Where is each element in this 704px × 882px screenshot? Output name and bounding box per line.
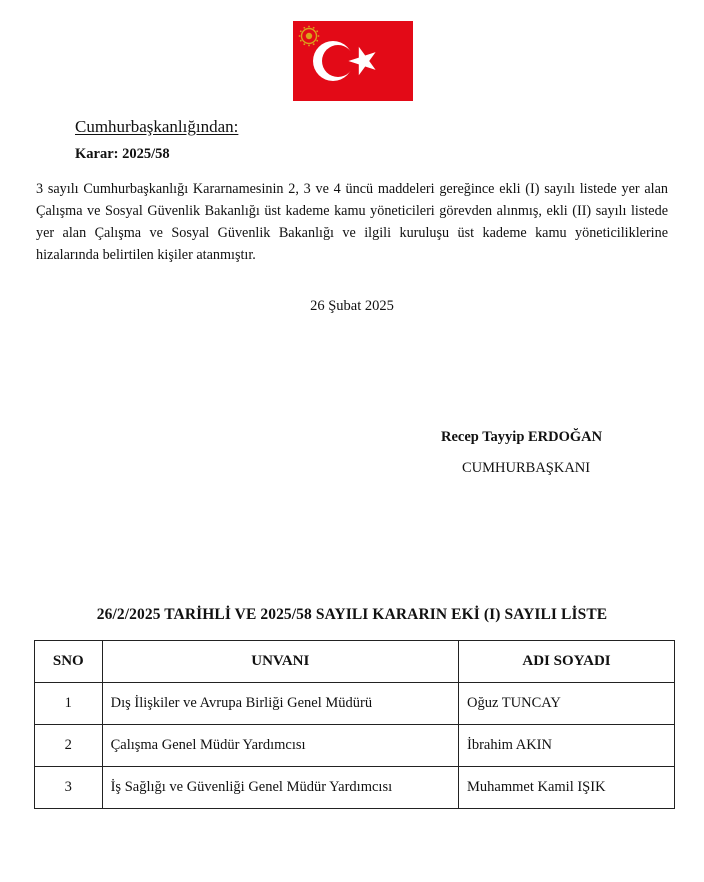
row-name: Oğuz TUNCAY — [459, 683, 675, 725]
row-name: Muhammet Kamil IŞIK — [459, 767, 675, 809]
row-title: İş Sağlığı ve Güvenliği Genel Müdür Yardımcısı — [102, 767, 458, 809]
row-sno: 1 — [35, 683, 103, 725]
signer-title: CUMHURBAŞKANI — [462, 460, 591, 476]
issuer-heading: Cumhurbaşkanlığından: — [75, 117, 239, 136]
row-sno: 3 — [35, 767, 103, 809]
table-row — [35, 683, 675, 725]
signer-name: Recep Tayyip ERDOĞAN — [441, 429, 603, 445]
decree-text: 3 sayılı Cumhurbaşkanlığı Kararnamesinin 2, 3 ve 4 üncü maddeleri gereğince ekli (I) sayılı listede yer alan Çalışma ve Sosyal Güvenlik Bakanlığı üst kademe kamu yöneticileri görevden alınmış, ekli (II) sayılı listede yer alan Çalışma ve Sosyal Güvenlik Bakanlığı ve ilgili kuruluşu üst kademe kamu yöneticiliklerine hizalarında belirtilen kişiler atanmıştır. — [36, 181, 668, 263]
table-header-row — [35, 641, 675, 683]
decree-number: Karar: 2025/58 — [75, 146, 170, 162]
annex-title: 26/2/2025 TARİHLİ VE 2025/58 SAYILI KARARIN EKİ (I) SAYILI LİSTE — [96, 606, 608, 623]
turkish-flag-emblem — [293, 21, 413, 101]
row-sno: 2 — [35, 725, 103, 767]
appointment-list-table — [34, 640, 675, 809]
row-title: Çalışma Genel Müdür Yardımcısı — [102, 725, 458, 767]
flag-icon — [293, 21, 413, 101]
table-row — [35, 767, 675, 809]
header-title: UNVANI — [102, 641, 458, 683]
decree-date-text: 26 Şubat 2025 — [310, 298, 394, 314]
decree-date — [0, 298, 704, 315]
header-sno: SNO — [35, 641, 103, 683]
table-row — [35, 725, 675, 767]
row-title: Dış İlişkiler ve Avrupa Birliği Genel Müdürü — [102, 683, 458, 725]
row-name: İbrahim AKIN — [459, 725, 675, 767]
header-name: ADI SOYADI — [459, 641, 675, 683]
